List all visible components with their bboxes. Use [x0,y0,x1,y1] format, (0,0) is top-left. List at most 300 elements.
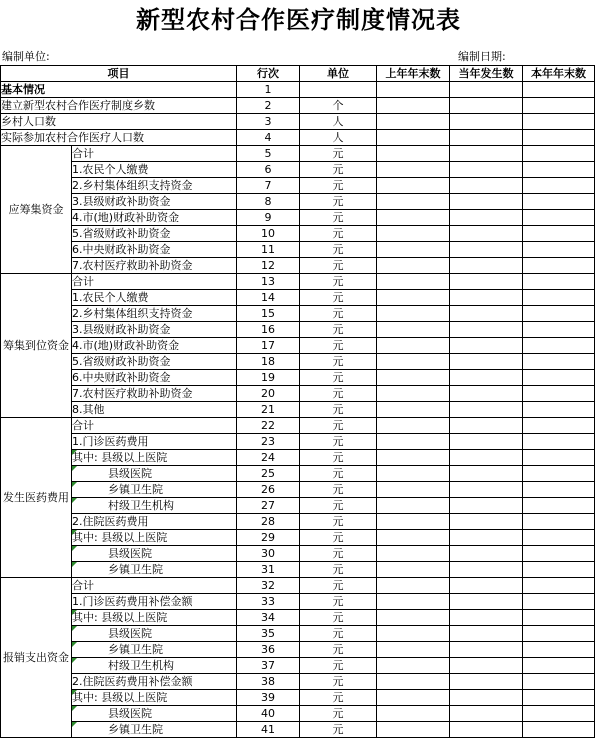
cell-this-year-end[interactable] [523,674,595,690]
cell-current-year[interactable] [450,642,523,658]
cell-prev-year-end[interactable] [377,130,450,146]
row-number: 3 [237,114,300,130]
row-number: 9 [237,210,300,226]
table-row [1,594,595,610]
table-body [1,82,595,738]
table-row [1,402,595,418]
cell-prev-year-end[interactable] [377,258,450,274]
item-label: 实际参加农村合作医疗人口数 [1,130,237,146]
cell-prev-year-end[interactable] [377,482,450,498]
cell-current-year[interactable] [450,258,523,274]
unit-cell: 元 [300,290,377,306]
unit-cell: 元 [300,162,377,178]
table-row [1,610,595,626]
cell-prev-year-end[interactable] [377,114,450,130]
row-number: 29 [237,530,300,546]
cell-prev-year-end[interactable] [377,418,450,434]
row-number: 14 [237,290,300,306]
table-row [1,450,595,466]
cell-current-year[interactable] [450,274,523,290]
row-number: 35 [237,626,300,642]
cell-current-year[interactable] [450,162,523,178]
cell-this-year-end[interactable] [523,514,595,530]
item-label: 2.乡村集体组织支持资金 [72,178,237,194]
cell-current-year[interactable] [450,610,523,626]
cell-this-year-end[interactable] [523,642,595,658]
cell-current-year[interactable] [450,290,523,306]
table-row [1,82,595,98]
unit-cell: 元 [300,258,377,274]
cell-current-year[interactable] [450,322,523,338]
cell-this-year-end[interactable] [523,466,595,482]
row-number: 4 [237,130,300,146]
item-label: 其中: 县级以上医院 [72,450,237,466]
cell-current-year[interactable] [450,706,523,722]
row-number: 36 [237,642,300,658]
cell-this-year-end[interactable] [523,274,595,290]
cell-current-year[interactable] [450,242,523,258]
cell-current-year[interactable] [450,402,523,418]
cell-this-year-end[interactable] [523,322,595,338]
row-number: 30 [237,546,300,562]
table-row [1,242,595,258]
item-label: 其中: 县级以上医院 [72,690,237,706]
cell-this-year-end[interactable] [523,482,595,498]
row-number: 2 [237,98,300,114]
cell-prev-year-end[interactable] [377,306,450,322]
cell-prev-year-end[interactable] [377,706,450,722]
cell-this-year-end[interactable] [523,434,595,450]
unit-cell: 元 [300,514,377,530]
cell-this-year-end[interactable] [523,354,595,370]
cell-current-year[interactable] [450,626,523,642]
table-row [1,114,595,130]
cell-current-year[interactable] [450,450,523,466]
unit-cell: 元 [300,546,377,562]
cell-current-year[interactable] [450,498,523,514]
row-number: 1 [237,82,300,98]
table-row [1,258,595,274]
table-row [1,322,595,338]
row-number: 32 [237,578,300,594]
cell-prev-year-end[interactable] [377,562,450,578]
cell-prev-year-end[interactable] [377,242,450,258]
cell-this-year-end[interactable] [523,530,595,546]
cell-current-year[interactable] [450,466,523,482]
unit-cell: 人 [300,130,377,146]
cell-current-year[interactable] [450,114,523,130]
cell-current-year[interactable] [450,546,523,562]
item-label: 6.中央财政补助资金 [72,242,237,258]
unit-cell: 元 [300,242,377,258]
row-number: 5 [237,146,300,162]
cell-prev-year-end[interactable] [377,370,450,386]
table-row [1,226,595,242]
item-label: 7.农村医疗救助补助资金 [72,386,237,402]
cell-current-year[interactable] [450,194,523,210]
cell-current-year[interactable] [450,674,523,690]
row-number: 26 [237,482,300,498]
cell-current-year[interactable] [450,306,523,322]
cell-current-year[interactable] [450,130,523,146]
col-header-item: 项目 [1,66,237,82]
row-number: 40 [237,706,300,722]
table-row [1,466,595,482]
cell-prev-year-end[interactable] [377,578,450,594]
cell-prev-year-end[interactable] [377,210,450,226]
item-label: 乡村人口数 [1,114,237,130]
item-label: 3.县级财政补助资金 [72,194,237,210]
unit-cell: 元 [300,658,377,674]
cell-current-year[interactable] [450,354,523,370]
row-number: 22 [237,418,300,434]
unit-cell: 元 [300,274,377,290]
item-label: 7.农村医疗救助补助资金 [72,258,237,274]
cell-current-year[interactable] [450,370,523,386]
table-row [1,290,595,306]
row-number: 24 [237,450,300,466]
cell-current-year[interactable] [450,434,523,450]
cell-prev-year-end[interactable] [377,530,450,546]
cell-prev-year-end[interactable] [377,226,450,242]
unit-cell: 元 [300,466,377,482]
cell-prev-year-end[interactable] [377,626,450,642]
unit-cell: 元 [300,594,377,610]
col-header-row-no: 行次 [237,66,300,82]
cell-current-year[interactable] [450,178,523,194]
unit-cell: 元 [300,706,377,722]
cell-prev-year-end[interactable] [377,514,450,530]
item-label: 乡镇卫生院 [72,482,237,498]
compiling-unit-label: 编制单位: [2,50,50,63]
cell-prev-year-end[interactable] [377,82,450,98]
col-header-current-year: 当年发生数 [450,66,523,82]
cell-this-year-end[interactable] [523,658,595,674]
table-row [1,146,595,162]
unit-cell: 元 [300,530,377,546]
item-label: 5.省级财政补助资金 [72,226,237,242]
row-number: 12 [237,258,300,274]
table-row [1,562,595,578]
col-header-prev-year-end: 上年年末数 [377,66,450,82]
item-label: 6.中央财政补助资金 [72,370,237,386]
unit-cell: 元 [300,402,377,418]
item-label: 合计 [72,146,237,162]
row-number: 34 [237,610,300,626]
item-label: 村级卫生机构 [72,498,237,514]
item-label: 县级医院 [72,546,237,562]
cell-this-year-end[interactable] [523,194,595,210]
page-title: 新型农村合作医疗制度情况表 [136,6,461,34]
cell-this-year-end[interactable] [523,610,595,626]
cell-this-year-end[interactable] [523,226,595,242]
item-label: 县级医院 [72,706,237,722]
item-label: 1.农民个人缴费 [72,290,237,306]
item-label: 其中: 县级以上医院 [72,530,237,546]
cell-this-year-end[interactable] [523,418,595,434]
row-number: 10 [237,226,300,242]
col-header-unit: 单位 [300,66,377,82]
cell-prev-year-end[interactable] [377,642,450,658]
cell-prev-year-end[interactable] [377,146,450,162]
unit-cell: 人 [300,114,377,130]
item-label: 1.农民个人缴费 [72,162,237,178]
table-row [1,354,595,370]
cell-this-year-end[interactable] [523,626,595,642]
cell-prev-year-end[interactable] [377,354,450,370]
table-row [1,306,595,322]
row-number: 38 [237,674,300,690]
table-row [1,98,595,114]
item-label: 合计 [72,274,237,290]
unit-cell: 元 [300,562,377,578]
row-number: 19 [237,370,300,386]
row-number: 37 [237,658,300,674]
cell-prev-year-end[interactable] [377,658,450,674]
unit-cell: 元 [300,450,377,466]
unit-cell: 元 [300,226,377,242]
item-label: 县级医院 [72,466,237,482]
item-label: 建立新型农村合作医疗制度乡数 [1,98,237,114]
cell-this-year-end[interactable] [523,130,595,146]
col-header-this-year-end: 本年年末数 [523,66,595,82]
row-number: 20 [237,386,300,402]
cell-this-year-end[interactable] [523,562,595,578]
cell-prev-year-end[interactable] [377,722,450,738]
cell-current-year[interactable] [450,594,523,610]
cell-prev-year-end[interactable] [377,674,450,690]
category-label: 应筹集资金 [1,146,72,274]
cell-this-year-end[interactable] [523,162,595,178]
cell-this-year-end[interactable] [523,450,595,466]
unit-cell: 元 [300,370,377,386]
compiling-date-label: 编制日期: [458,50,506,63]
item-label: 1.门诊医药费用 [72,434,237,450]
cell-this-year-end[interactable] [523,690,595,706]
table-row [1,514,595,530]
cell-prev-year-end[interactable] [377,162,450,178]
row-number: 27 [237,498,300,514]
table-row [1,370,595,386]
cell-prev-year-end[interactable] [377,178,450,194]
cell-current-year[interactable] [450,722,523,738]
cell-this-year-end[interactable] [523,402,595,418]
cell-current-year[interactable] [450,690,523,706]
cell-prev-year-end[interactable] [377,610,450,626]
cell-current-year[interactable] [450,514,523,530]
cell-this-year-end[interactable] [523,338,595,354]
unit-cell: 元 [300,178,377,194]
table-row [1,546,595,562]
cell-this-year-end[interactable] [523,578,595,594]
unit-cell: 元 [300,610,377,626]
row-number: 16 [237,322,300,338]
unit-cell: 元 [300,690,377,706]
cell-this-year-end[interactable] [523,98,595,114]
unit-cell: 元 [300,674,377,690]
unit-cell: 元 [300,642,377,658]
cell-current-year[interactable] [450,562,523,578]
item-label: 乡镇卫生院 [72,642,237,658]
item-label: 县级医院 [72,626,237,642]
item-label: 其中: 县级以上医院 [72,610,237,626]
table-row [1,178,595,194]
cell-this-year-end[interactable] [523,706,595,722]
unit-cell: 元 [300,386,377,402]
item-label: 乡镇卫生院 [72,722,237,738]
unit-cell: 元 [300,498,377,514]
cell-this-year-end[interactable] [523,82,595,98]
cell-prev-year-end[interactable] [377,274,450,290]
cell-prev-year-end[interactable] [377,194,450,210]
cell-this-year-end[interactable] [523,178,595,194]
table-row [1,162,595,178]
item-label: 8.其他 [72,402,237,418]
table-row [1,706,595,722]
category-label: 发生医药费用 [1,418,72,578]
row-number: 28 [237,514,300,530]
row-number: 31 [237,562,300,578]
row-number: 13 [237,274,300,290]
row-number: 15 [237,306,300,322]
cell-prev-year-end[interactable] [377,434,450,450]
cell-this-year-end[interactable] [523,258,595,274]
table-row [1,690,595,706]
cell-this-year-end[interactable] [523,114,595,130]
item-label: 1.门诊医药费用补偿金额 [72,594,237,610]
cell-this-year-end[interactable] [523,594,595,610]
item-label: 2.住院医药费用补偿金额 [72,674,237,690]
row-number: 7 [237,178,300,194]
cell-prev-year-end[interactable] [377,290,450,306]
table-row [1,482,595,498]
table-row [1,194,595,210]
table-row [1,210,595,226]
row-number: 11 [237,242,300,258]
cell-prev-year-end[interactable] [377,594,450,610]
table-row [1,338,595,354]
cell-current-year[interactable] [450,482,523,498]
table-row [1,722,595,738]
cell-current-year[interactable] [450,658,523,674]
table-row [1,578,595,594]
row-number: 6 [237,162,300,178]
table-row [1,418,595,434]
cell-current-year[interactable] [450,386,523,402]
unit-cell: 元 [300,338,377,354]
unit-cell: 元 [300,578,377,594]
cell-current-year[interactable] [450,226,523,242]
table-row [1,498,595,514]
unit-cell: 元 [300,626,377,642]
cell-current-year[interactable] [450,210,523,226]
unit-cell: 元 [300,210,377,226]
unit-cell: 元 [300,146,377,162]
cell-current-year[interactable] [450,338,523,354]
item-label: 4.市(地)财政补助资金 [72,210,237,226]
cell-prev-year-end[interactable] [377,98,450,114]
cell-current-year[interactable] [450,530,523,546]
cell-current-year[interactable] [450,578,523,594]
unit-cell: 元 [300,322,377,338]
category-label: 筹集到位资金 [1,274,72,418]
cell-this-year-end[interactable] [523,386,595,402]
item-label: 乡镇卫生院 [72,562,237,578]
unit-cell: 元 [300,354,377,370]
unit-cell [300,82,377,98]
cell-current-year[interactable] [450,418,523,434]
row-number: 33 [237,594,300,610]
cell-this-year-end[interactable] [523,722,595,738]
table-row [1,274,595,290]
category-label: 报销支出资金 [1,578,72,738]
row-number: 8 [237,194,300,210]
table-row [1,386,595,402]
cell-prev-year-end[interactable] [377,466,450,482]
item-label: 村级卫生机构 [72,658,237,674]
cell-this-year-end[interactable] [523,242,595,258]
row-number: 39 [237,690,300,706]
cell-this-year-end[interactable] [523,146,595,162]
unit-cell: 元 [300,482,377,498]
item-label: 3.县级财政补助资金 [72,322,237,338]
cell-this-year-end[interactable] [523,546,595,562]
item-label: 5.省级财政补助资金 [72,354,237,370]
cell-prev-year-end[interactable] [377,690,450,706]
report-table [0,65,595,738]
row-number: 41 [237,722,300,738]
cell-prev-year-end[interactable] [377,322,450,338]
table-row [1,530,595,546]
cell-prev-year-end[interactable] [377,498,450,514]
table-row [1,626,595,642]
header-row [1,66,595,82]
row-number: 21 [237,402,300,418]
cell-current-year[interactable] [450,82,523,98]
cell-prev-year-end[interactable] [377,386,450,402]
cell-this-year-end[interactable] [523,290,595,306]
unit-cell: 元 [300,194,377,210]
cell-prev-year-end[interactable] [377,338,450,354]
row-number: 23 [237,434,300,450]
table-row [1,642,595,658]
item-label: 2.住院医药费用 [72,514,237,530]
unit-cell: 个 [300,98,377,114]
item-label: 合计 [72,578,237,594]
table-row [1,434,595,450]
cell-this-year-end[interactable] [523,210,595,226]
table-row [1,658,595,674]
unit-cell: 元 [300,434,377,450]
cell-prev-year-end[interactable] [377,546,450,562]
cell-prev-year-end[interactable] [377,450,450,466]
item-label: 2.乡村集体组织支持资金 [72,306,237,322]
cell-this-year-end[interactable] [523,306,595,322]
item-label: 合计 [72,418,237,434]
row-number: 18 [237,354,300,370]
cell-current-year[interactable] [450,146,523,162]
cell-this-year-end[interactable] [523,370,595,386]
unit-cell: 元 [300,722,377,738]
unit-cell: 元 [300,418,377,434]
cell-this-year-end[interactable] [523,498,595,514]
table-row [1,130,595,146]
cell-prev-year-end[interactable] [377,402,450,418]
unit-cell: 元 [300,306,377,322]
item-label: 基本情况 [1,82,237,98]
row-number: 17 [237,338,300,354]
cell-current-year[interactable] [450,98,523,114]
